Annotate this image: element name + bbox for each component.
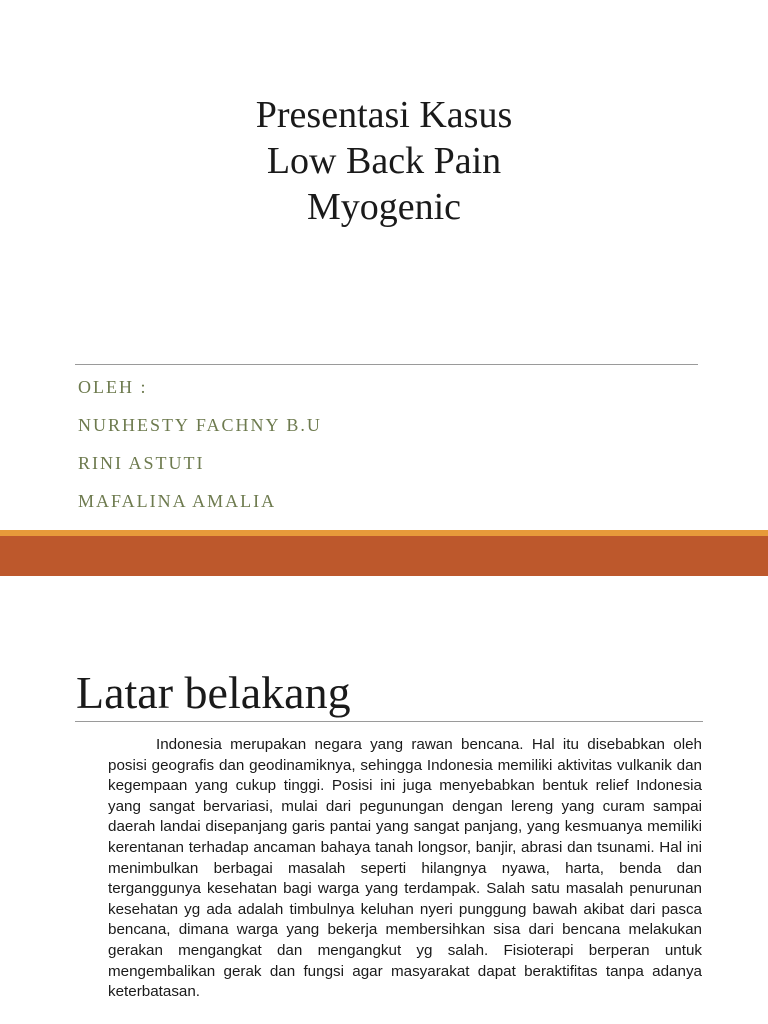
author-heading: OLEH : <box>78 377 148 397</box>
title-line-1: Presentasi Kasus <box>255 94 513 136</box>
title-divider <box>75 364 698 365</box>
author-list <box>78 372 322 524</box>
title-line-2: Low Back Pain <box>266 140 502 182</box>
title-line-3: Myogenic <box>306 186 462 228</box>
heading-divider <box>75 721 703 722</box>
author-name: MAFALINA AMALIA <box>78 491 277 511</box>
presentation-title <box>0 92 768 230</box>
author-name: RINI ASTUTI <box>78 453 205 473</box>
author-name: NURHESTY FACHNY B.U <box>78 415 322 435</box>
slide-heading: Latar belakang <box>76 667 351 718</box>
slide-background <box>0 576 768 1024</box>
body-paragraph: Indonesia merupakan negara yang rawan bencana. Hal itu disebabkan oleh posisi geografis dan geodinamiknya, sehingga Indonesia memiliki aktivitas vulkanik dan kegempaan yang cukup tinggi. Posisi ini juga menyebabkan bentuk relief Indonesia yang sangat bervariasi, mulai dari pegunungan dengan lereng yang curam sampai daerah landai disepanjang garis pantai yang sangat panjang, yang kesmuanya memiliki kerentanan terhadap ancaman bahaya tanah longsor, banjir, abrasi dan tsunami. Hal ini menimbulkan berbagai masalah seperti hilangnya nyawa, harta, benda dan terganggunya kesehatan bagi warga yang terdampak. Salah satu masalah penurunan kesehatan yg ada adalah timbulnya keluhan nyeri punggung bawah akibat dari pasca bencana, dimana warga yang bekerja membersihkan sisa dari bencana melakukan gerakan mengangkat dan mengangkut yg salah. Fisioterapi berperan untuk mengembalikan gerak dan fungsi agar masyarakat dapat beraktifitas tanpa adanya keterbatasan. <box>108 736 702 1001</box>
accent-band <box>0 536 768 576</box>
